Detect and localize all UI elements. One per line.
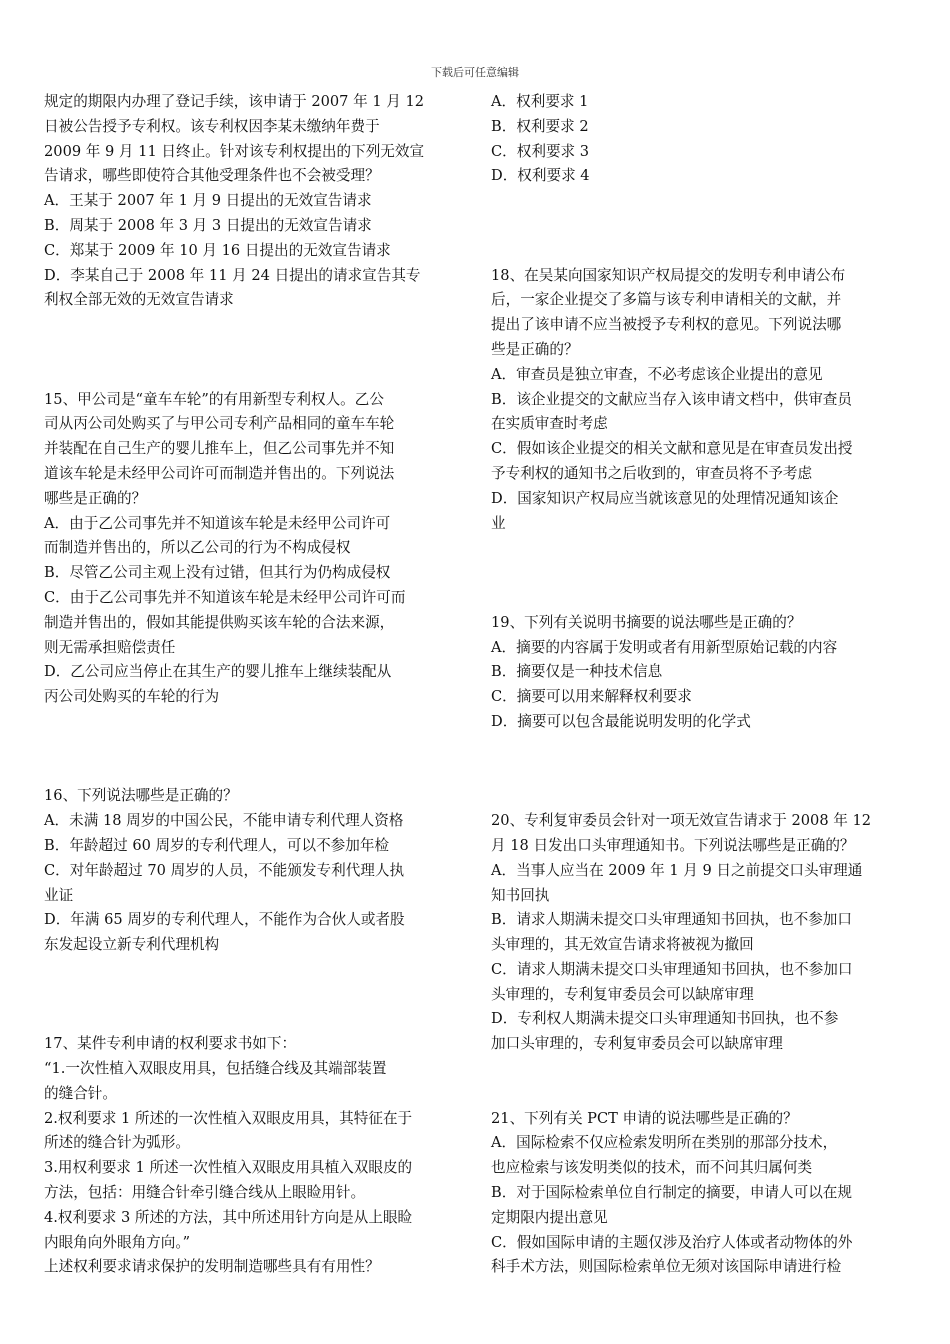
blank-line xyxy=(491,561,905,586)
text-line: D．国家知识产权局应当就该意见的处理情况通知该企 xyxy=(491,489,839,507)
blank-line xyxy=(44,313,458,338)
text-line: 后，一家企业提交了多篇与该专利申请相关的文献，并 xyxy=(491,291,842,309)
text-line: 东发起设立新专利代理机构 xyxy=(44,936,220,954)
right-column xyxy=(491,90,905,1280)
blank-line xyxy=(491,784,905,809)
blank-line xyxy=(491,239,905,264)
text-line: 些是正确的？ xyxy=(491,340,579,358)
text-line: A．国际检索不仅应检索发明所在类别的那部分技术， xyxy=(491,1134,838,1152)
text-line: 2.权利要求 1 所述的一次性植入双眼皮用具，其特征在于 xyxy=(44,1109,413,1127)
text-line: A．未满 18 周岁的中国公民，不能申请专利代理人资格 xyxy=(44,812,404,830)
blank-line xyxy=(44,735,458,760)
text-line: B．权利要求 2 xyxy=(491,117,589,135)
text-line: 定期限内提出意见 xyxy=(491,1208,608,1226)
text-line: D．年满 65 周岁的专利代理人，不能作为合伙人或者股 xyxy=(44,911,405,929)
text-line: A．审查员是独立审查，不必考虑该企业提出的意见 xyxy=(491,365,823,383)
text-line: D．乙公司应当停止在其生产的婴儿推车上继续装配从 xyxy=(44,663,392,681)
text-line: 规定的期限内办理了登记手续，该申请于 2007 年 1 月 12 xyxy=(44,93,425,110)
text-line: 业 xyxy=(491,514,506,532)
text-line: C．权利要求 3 xyxy=(491,142,590,160)
text-line: B．年龄超过 60 周岁的专利代理人，可以不参加年检 xyxy=(44,836,390,854)
text-line: 19、下列有关说明书摘要的说法哪些是正确的？ xyxy=(491,613,802,631)
blank-line xyxy=(44,363,458,388)
blank-line xyxy=(44,983,458,1008)
text-line: A．由于乙公司事先并不知道该车轮是未经甲公司许可 xyxy=(44,514,391,532)
text-line: 予专利权的通知书之后收到的，审查员将不予考虑 xyxy=(491,464,813,482)
text-line: 也应检索与该发明类似的技术，而不问其归属何类 xyxy=(491,1159,813,1177)
text-line: C．假如该企业提交的相关文献和意见是在审查员发出授 xyxy=(491,440,853,458)
blank-line xyxy=(491,586,905,611)
text-line: A．王某于 2007 年 1 月 9 日提出的无效宣告请求 xyxy=(44,192,372,210)
text-line: 并装配在自己生产的婴儿推车上，但乙公司事先并不知 xyxy=(44,440,395,458)
text-line: 头审理的，专利复审委员会可以缺席审理 xyxy=(491,985,754,1003)
blank-line xyxy=(491,760,905,785)
text-line: B．请求人期满未提交口头审理通知书回执，也不参加口 xyxy=(491,911,852,929)
text-line: 业证 xyxy=(44,886,74,904)
text-line: 在实质审查时考虑 xyxy=(491,415,608,433)
text-line: C．对年龄超过 70 周岁的人员，不能颁发专利代理人执 xyxy=(44,861,405,879)
text-line: B．尽管乙公司主观上没有过错，但其行为仍构成侵权 xyxy=(44,564,391,582)
blank-line xyxy=(491,536,905,561)
text-line: C．郑某于 2009 年 10 月 16 日提出的无效宣告请求 xyxy=(44,241,391,259)
blank-line xyxy=(491,189,905,214)
text-line: 丙公司处购买的车轮的行为 xyxy=(44,688,220,706)
text-line: 内眼角向外眼角方向。” xyxy=(44,1233,191,1251)
text-line: 科手术方法，则国际检索单位无须对该国际申请进行检 xyxy=(491,1258,842,1276)
text-line: 3.用权利要求 1 所述一次性植入双眼皮用具植入双眼皮的 xyxy=(44,1159,413,1177)
text-line: B．该企业提交的文献应当存入该申请文档中，供审查员 xyxy=(491,390,852,408)
blank-line xyxy=(44,760,458,785)
text-line: 告请求，哪些即使符合其他受理条件也不会被受理？ xyxy=(44,167,380,185)
text-line: D．专利权人期满未提交口头审理通知书回执，也不参 xyxy=(491,1010,839,1028)
text-line: 哪些是正确的？ xyxy=(44,489,147,507)
text-line: 16、下列说法哪些是正确的？ xyxy=(44,787,238,805)
text-line: D．摘要可以包含最能说明发明的化学式 xyxy=(491,712,751,730)
text-line: A．摘要的内容属于发明或者有用新型原始记载的内容 xyxy=(491,638,838,656)
blank-line xyxy=(44,710,458,735)
text-line: 上述权利要求请求保护的发明制造哪些具有有用性？ xyxy=(44,1258,380,1276)
text-line: 日被公告授予专利权。该专利权因李某未缴纳年费于 xyxy=(44,117,380,135)
text-line: 司从丙公司处购买了与甲公司专利产品相同的童车车轮 xyxy=(44,415,395,433)
text-line: 方法，包括：用缝合针牵引缝合线从上眼睑用针。 xyxy=(44,1184,366,1202)
blank-line xyxy=(44,1007,458,1032)
text-line: 利权全部无效的无效宣告请求 xyxy=(44,291,234,309)
blank-line xyxy=(44,338,458,363)
text-line: 21、下列有关 PCT 申请的说法哪些是正确的？ xyxy=(491,1109,798,1127)
text-line: C．摘要可以用来解释权利要求 xyxy=(491,688,692,706)
text-line: 2009 年 9 月 11 日终止。针对该专利权提出的下列无效宣 xyxy=(44,142,425,160)
text-line: 18、在吴某向国家知识产权局提交的发明专利申请公布 xyxy=(491,266,846,284)
left-column xyxy=(44,90,458,1280)
blank-line xyxy=(491,1057,905,1082)
text-line: A．权利要求 1 xyxy=(491,93,589,110)
text-line: 所述的缝合针为弧形。 xyxy=(44,1134,190,1152)
text-line: 提出了该申请不应当被授予专利权的意见。下列说法哪 xyxy=(491,316,842,334)
text-line: 知书回执 xyxy=(491,886,550,904)
text-line: “1.一次性植入双眼皮用具，包括缝合线及其端部装置 xyxy=(44,1060,387,1078)
text-line: 道该车轮是未经甲公司许可而制造并售出的。下列说法 xyxy=(44,464,395,482)
blank-line xyxy=(491,1082,905,1107)
blank-line xyxy=(491,214,905,239)
text-line: 20、专利复审委员会针对一项无效宣告请求于 2008 年 12 xyxy=(491,812,872,830)
text-line: 则无需承担赔偿责任 xyxy=(44,638,176,656)
text-line: 而制造并售出的，所以乙公司的行为不构成侵权 xyxy=(44,539,351,557)
text-line: A．当事人应当在 2009 年 1 月 9 日之前提交口头审理通 xyxy=(491,861,863,879)
text-line: D．李某自己于 2008 年 11 月 24 日提出的请求宣告其专 xyxy=(44,266,421,284)
text-line: 制造并售出的，假如其能提供购买该车轮的合法来源， xyxy=(44,613,395,631)
text-line: 加口头审理的，专利复审委员会可以缺席审理 xyxy=(491,1035,783,1053)
text-line: C．由于乙公司事先并不知道该车轮是未经甲公司许可而 xyxy=(44,588,406,606)
blank-line xyxy=(44,958,458,983)
text-line: 4.权利要求 3 所述的方法，其中所述用针方向是从上眼睑 xyxy=(44,1208,413,1226)
text-line: C．假如国际申请的主题仅涉及治疗人体或者动物体的外 xyxy=(491,1233,853,1251)
text-line: B．对于国际检索单位自行制定的摘要，申请人可以在规 xyxy=(491,1184,852,1202)
page-header: 下载后可任意编辑 xyxy=(431,66,519,79)
text-line: B．摘要仅是一种技术信息 xyxy=(491,663,663,681)
text-line: 头审理的，其无效宣告请求将被视为撤回 xyxy=(491,936,754,954)
text-line: D．权利要求 4 xyxy=(491,167,590,185)
blank-line xyxy=(491,735,905,760)
text-line: 月 18 日发出口头审理通知书。下列说法哪些是正确的？ xyxy=(491,836,855,854)
text-line: 15、甲公司是“童车车轮”的有用新型专利权人。乙公 xyxy=(44,390,384,408)
text-line: 17、某件专利申请的权利要求书如下： xyxy=(44,1035,297,1053)
text-line: 的缝合针。 xyxy=(44,1084,117,1102)
text-line: C．请求人期满未提交口头审理通知书回执，也不参加口 xyxy=(491,960,853,978)
text-line: B．周某于 2008 年 3 月 3 日提出的无效宣告请求 xyxy=(44,216,372,234)
